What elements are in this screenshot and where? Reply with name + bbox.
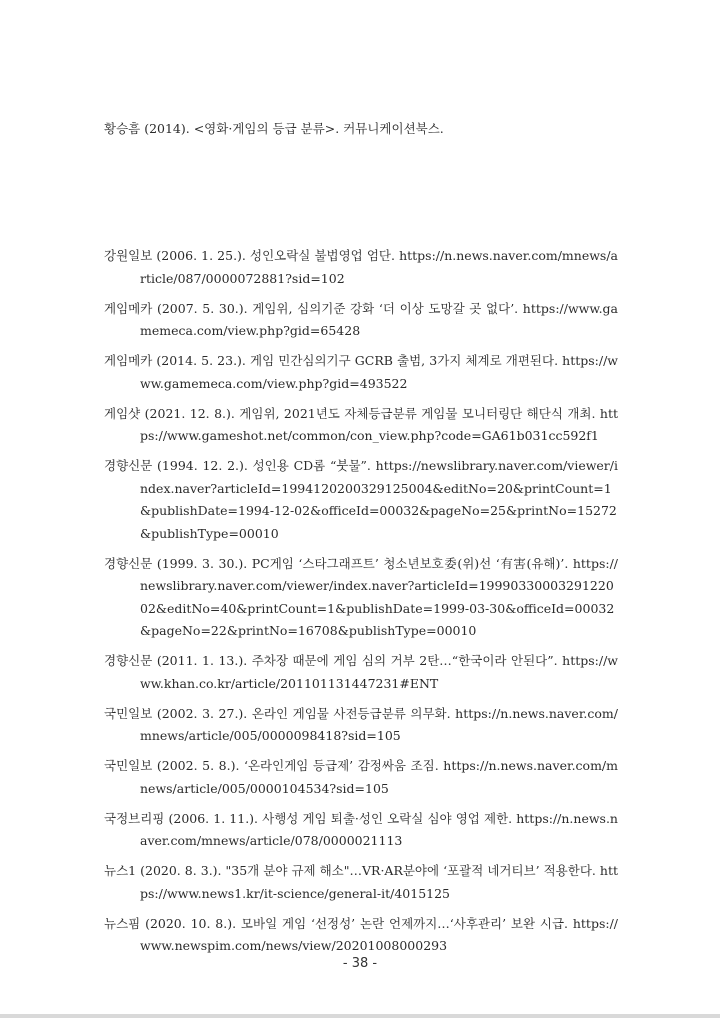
book-reference: 황승흠 (2014). <영화·게임의 등급 분류>. 커뮤니케이션북스.: [104, 121, 444, 136]
page-bottom-divider: [0, 1014, 720, 1018]
reference-list: [104, 245, 618, 965]
reference-entry: 게임메카 (2014. 5. 23.). 게임 민간심의기구 GCRB 출범, 3가지 체계로 개편된다. https://www.gamemeca.com/view.php?gid=493522: [104, 353, 618, 391]
reference-entry: 경향신문 (1999. 3. 30.). PC게임 ‘스타그래프트’ 청소년보호委(위)선 ‘有害(유해)’. https://newslibrary.naver.com/viewer/index.naver?articleId=1999033000329122002&editNo=40&printCount=1&publishDate=1999-03-30&officeId=00032&pageNo=22&printNo=16708&publishType=00010: [104, 555, 618, 638]
reference-entry: 뉴스핌 (2020. 10. 8.). 모바일 게임 ‘선정성’ 논란 언제까지…‘사후관리’ 보완 시급. https://www.newspim.com/news/view/20201008000293: [104, 915, 618, 953]
reference-entry: 게임샷 (2021. 12. 8.). 게임위, 2021년도 자체등급분류 게임물 모니터링단 해단식 개최. https://www.gameshot.net/common/con_view.php?code=GA61b031cc592f1: [104, 405, 618, 443]
reference-entry: 국민일보 (2002. 5. 8.). ‘온라인게임 등급제’ 감정싸움 조짐. https://n.news.naver.com/mnews/article/005/0000104534?sid=105: [104, 758, 618, 796]
reference-entry: 경향신문 (1994. 12. 2.). 성인용 CD롬 “붓물”. https://newslibrary.naver.com/viewer/index.naver?articleId=1994120200329125004&editNo=20&printCount=1&publishDate=1994-12-02&officeId=00032&pageNo=25&printNo=15272&publishType=00010: [104, 458, 618, 541]
reference-entry: 게임메카 (2007. 5. 30.). 게임위, 심의기준 강화 ‘더 이상 도망갈 곳 없다’. https://www.gamemeca.com/view.php?gid=65428: [104, 300, 618, 338]
page-number: - 38 -: [342, 956, 378, 971]
reference-entry: 뉴스1 (2020. 8. 3.). "35개 분야 규제 해소"…VR·AR분야에 ‘포괄적 네거티브’ 적용한다. https://www.news1.kr/it-science/general-it/4015125: [104, 863, 618, 901]
reference-entry: 경향신문 (2011. 1. 13.). 주차장 때문에 게임 심의 거부 2탄…“한국이라 안된다”. https://www.khan.co.kr/article/201101131447231#ENT: [104, 653, 618, 691]
reference-entry: 강원일보 (2006. 1. 25.). 성인오락실 불법영업 엄단. https://n.news.naver.com/mnews/article/087/0000072881?sid=102: [104, 248, 618, 286]
reference-entry: 국민일보 (2002. 3. 27.). 온라인 게임물 사전등급분류 의무화. https://n.news.naver.com/mnews/article/005/0000098418?sid=105: [104, 705, 618, 743]
reference-entry: 국정브리핑 (2006. 1. 11.). 사행성 게임 퇴출·성인 오락실 심야 영업 제한. https://n.news.naver.com/mnews/article/078/0000021113: [104, 810, 618, 848]
